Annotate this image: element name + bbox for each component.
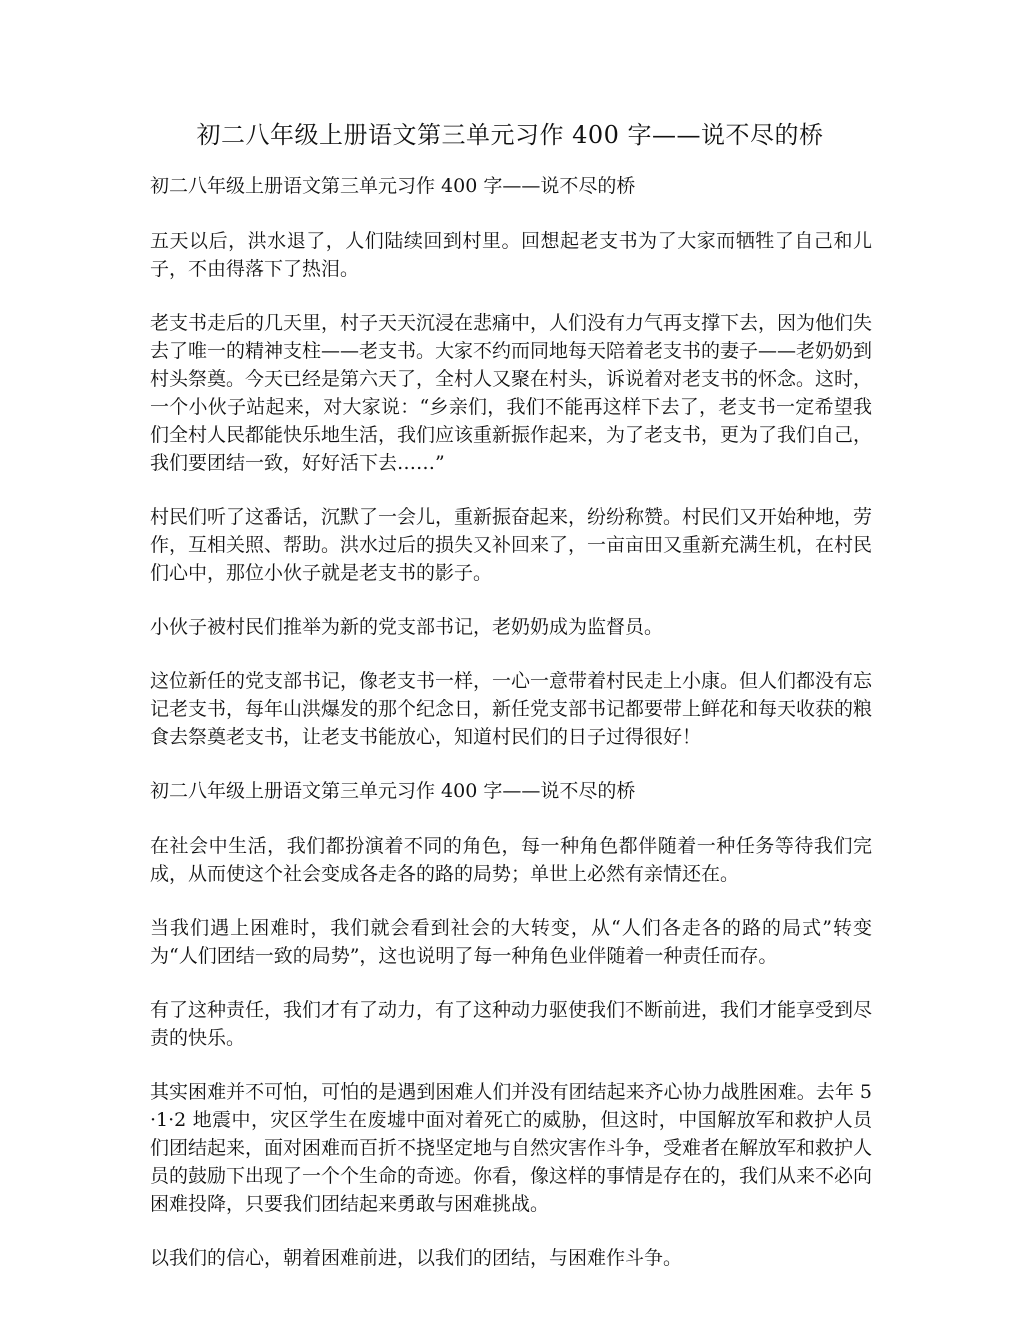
paragraph: 其实困难并不可怕，可怕的是遇到困难人们并没有团结起来齐心协力战胜困难。去年 5·1·2 地震中，灾区学生在废墟中面对着死亡的威胁，但这时，中国解放军和救护人员们团结起来，面对困难而百折不挠坚定地与自然灾害作斗争，受难者在解放军和救护人员的鼓励下出现了一个个生命的奇迹。你看，像这样的事情是存在的，我们从来不必向困难投降，只要我们团结起来勇敢与困难挑战。 [150, 1081, 873, 1215]
paragraph-subtitle-1: 初二八年级上册语文第三单元习作 400 字——说不尽的桥 [150, 175, 636, 197]
paragraph: 小伙子被村民们推举为新的党支部书记，老奶奶成为监督员。 [150, 616, 664, 638]
paragraph: 以我们的信心，朝着困难前进，以我们的团结，与困难作斗争。 [150, 1247, 683, 1269]
paragraph: 村民们听了这番话，沉默了一会儿，重新振奋起来，纷纷称赞。村民们又开始种地，劳作，互相关照、帮助。洪水过后的损失又补回来了，一亩亩田又重新充满生机，在村民们心中，那位小伙子就是老支书的影子。 [150, 506, 873, 584]
paragraph: 当我们遇上困难时，我们就会看到社会的大转变，从“人们各走各的路的局式”转变为“人们团结一致的局势”，这也说明了每一种角色业伴随着一种责任而存。 [150, 917, 872, 967]
document-title: 初二八年级上册语文第三单元习作 400 字——说不尽的桥 [196, 121, 824, 149]
paragraph: 有了这种责任，我们才有了动力，有了这种动力驱使我们不断前进，我们才能享受到尽责的快乐。 [150, 999, 873, 1049]
paragraph: 这位新任的党支部书记，像老支书一样，一心一意带着村民走上小康。但人们都没有忘记老支书，每年山洪爆发的那个纪念日，新任党支部书记都要带上鲜花和每天收获的粮食去祭奠老支书，让老支书能放心，知道村民们的日子过得很好！ [150, 670, 873, 748]
document-body [150, 172, 872, 1298]
paragraph: 五天以后，洪水退了，人们陆续回到村里。回想起老支书为了大家而牺牲了自己和儿子，不由得落下了热泪。 [150, 230, 872, 280]
paragraph-subtitle-2: 初二八年级上册语文第三单元习作 400 字——说不尽的桥 [150, 780, 636, 802]
paragraph: 在社会中生活，我们都扮演着不同的角色，每一种角色都伴随着一种任务等待我们完成，从而使这个社会变成各走各的路的局势；单世上必然有亲情还在。 [150, 835, 872, 885]
paragraph: 老支书走后的几天里，村子天天沉浸在悲痛中，人们没有力气再支撑下去，因为他们失去了唯一的精神支柱——老支书。大家不约而同地每天陪着老支书的妻子——老奶奶到村头祭奠。今天已经是第六天了，全村人又聚在村头，诉说着对老支书的怀念。这时，一个小伙子站起来，对大家说：“乡亲们，我们不能再这样下去了，老支书一定希望我们全村人民都能快乐地生活，我们应该重新振作起来，为了老支书，更为了我们自己，我们要团结一致，好好活下去……” [150, 312, 873, 474]
